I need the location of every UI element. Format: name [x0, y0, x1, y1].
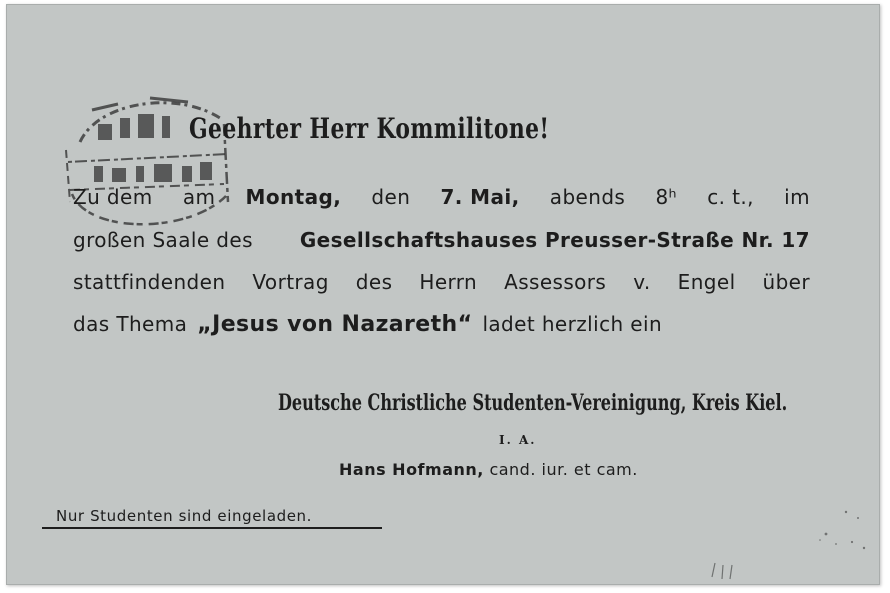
paper-specks-icon [806, 504, 876, 564]
signer-line [339, 460, 638, 479]
pencil-mark-icon [706, 557, 742, 583]
body-text: abends [549, 185, 626, 209]
body-text: stattfindenden [73, 270, 226, 294]
body-text: Zu dem [73, 185, 153, 209]
students-only-notice: Nur Studenten sind eingeladen. [56, 507, 313, 525]
body-text: Vortrag [252, 270, 329, 294]
weekday-emphasis: Montag, [245, 185, 342, 209]
body-text: am [182, 185, 216, 209]
body-line-2 [73, 228, 810, 252]
organization-signature: Deutsche Christliche Studenten-Vereinigung, Kreis Kiel. [278, 390, 788, 416]
body-text: das Thema [73, 312, 188, 336]
body-text: Assessors [504, 270, 607, 294]
body-line-3 [73, 270, 810, 294]
lecture-topic: „Jesus von Nazareth“ [197, 312, 473, 337]
body-text: c. t., [707, 185, 754, 209]
body-text: den [371, 185, 411, 209]
body-line-1 [73, 185, 810, 209]
time-text: 8ʰ [655, 185, 678, 209]
body-text: Herrn [419, 270, 478, 294]
body-line-4 [73, 312, 810, 337]
body-text: ladet herzlich ein [482, 312, 663, 336]
postmark-stamp-icon [58, 84, 238, 234]
body-text: über [762, 270, 810, 294]
notice-underline [42, 527, 382, 529]
signer-name: Hans Hofmann, [339, 460, 484, 479]
signer-title: cand. iur. et cam. [489, 460, 638, 479]
body-text: Engel [677, 270, 736, 294]
body-text: im [784, 185, 810, 209]
salutation-heading: Geehrter Herr Kommilitone! [189, 112, 550, 145]
postcard [6, 4, 880, 585]
body-text: des [355, 270, 393, 294]
body-text: großen Saale des [73, 228, 253, 252]
in-authority-abbrev: I. A. [499, 433, 537, 447]
venue-emphasis: Gesellschaftshauses Preusser-Straße Nr. 17 [299, 228, 810, 252]
date-emphasis: 7. Mai, [440, 185, 520, 209]
body-text: v. [633, 270, 651, 294]
